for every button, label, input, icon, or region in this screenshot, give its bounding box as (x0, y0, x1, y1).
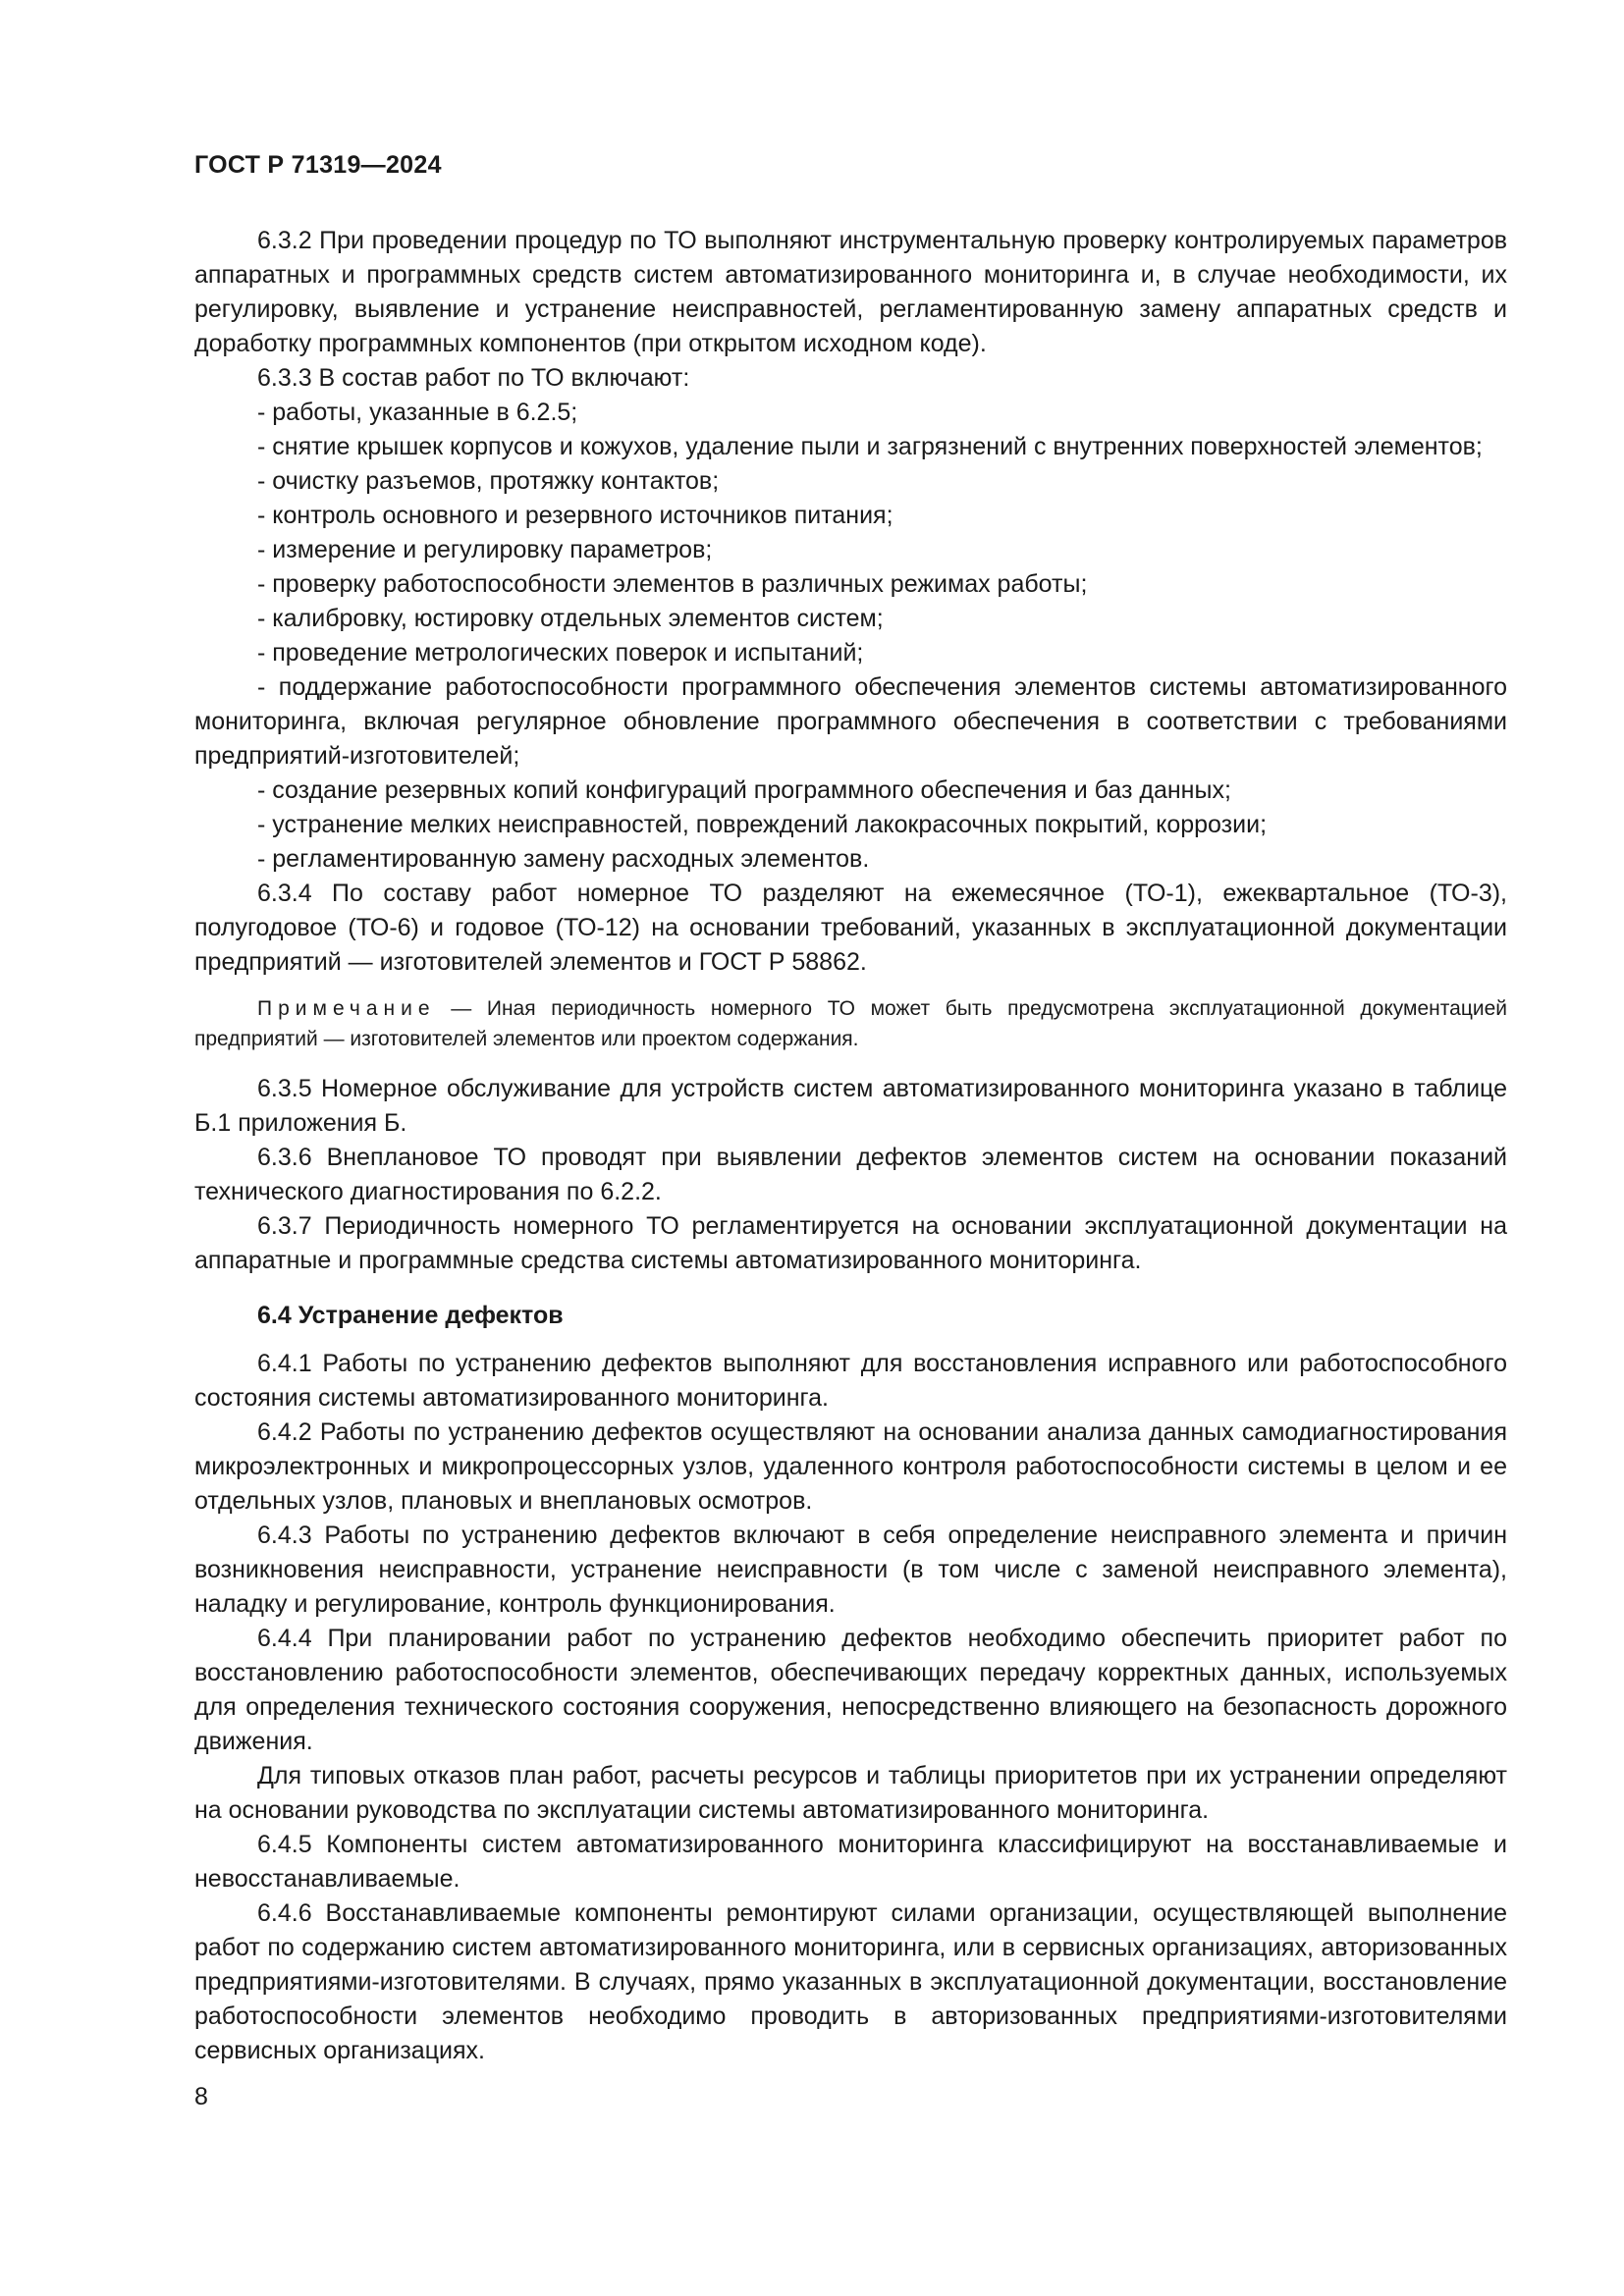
paragraph-6-3-2: 6.3.2 При проведении процедур по ТО выполняют инструментальную проверку контролируемых параметров аппаратных и программных средств систем автоматизированного мониторинга и, в случае необходимости, их регулировку, выявление и устранение неисправностей, регламентированную замену аппаратных средств и доработку программных компонентов (при открытом исходном коде). (194, 227, 1507, 357)
paragraph-6-4-2: 6.4.2 Работы по устранению дефектов осуществляют на основании анализа данных самодиагностирования микроэлектронных и микропроцессорных узлов, удаленного контроля работоспособности системы в целом и ее отдельных узлов, плановых и внеплановых осмотров. (194, 1418, 1507, 1515)
paragraph-6-3-7: 6.3.7 Периодичность номерного ТО регламентируется на основании эксплуатационной документации на аппаратные и программные средства системы автоматизированного мониторинга. (194, 1212, 1507, 1274)
list-item: - регламентированную замену расходных элементов. (257, 845, 870, 873)
paragraph-6-4-1: 6.4.1 Работы по устранению дефектов выполняют для восстановления исправного или работоспособного состояния системы автоматизированного мониторинга. (194, 1350, 1507, 1412)
list-item: - работы, указанные в 6.2.5; (257, 399, 578, 426)
paragraph-6-4-5: 6.4.5 Компоненты систем автоматизированного мониторинга классифицируют на восстанавливаемые и невосстанавливаемые. (194, 1831, 1507, 1893)
list-item: - очистку разъемов, протяжку контактов; (257, 467, 720, 495)
document-body (194, 224, 1507, 2068)
note (194, 993, 1507, 1054)
paragraph-6-4-3: 6.4.3 Работы по устранению дефектов включают в себя определение неисправного элемента и причин возникновения неисправности, устранение неисправности (в том числе с заменой неисправного элемента), наладку и регулирование, контроль функционирования. (194, 1522, 1507, 1618)
page-number: 8 (194, 2083, 208, 2110)
paragraph-6-3-6: 6.3.6 Внеплановое ТО проводят при выявлении дефектов элементов систем на основании показаний технического диагностирования по 6.2.2. (194, 1144, 1507, 1205)
list-item: - контроль основного и резервного источников питания; (257, 502, 893, 529)
paragraph-6-4-4: 6.4.4 При планировании работ по устранению дефектов необходимо обеспечить приоритет работ по восстановлению работоспособности элементов, обеспечивающих передачу корректных данных, используемых для определения технического состояния сооружения, непосредственно влияющего на безопасность дорожного движения. (194, 1625, 1507, 1755)
paragraph-6-4-6: 6.4.6 Восстанавливаемые компоненты ремонтируют силами организации, осуществляющей выполнение работ по содержанию систем автоматизированного мониторинга, или в сервисных организациях, авторизованных предприятиями-изготовителями. В случаях, прямо указанных в эксплуатационной документации, восстановление работоспособности элементов необходимо проводить в авторизованных предприятиями-изготовителями сервисных организациях. (194, 1899, 1507, 2064)
paragraph-6-3-3: 6.3.3 В состав работ по ТО включают: (257, 364, 690, 392)
list-item: - калибровку, юстировку отдельных элементов систем; (257, 605, 884, 632)
list-item: - проверку работоспособности элементов в различных режимах работы; (257, 570, 1088, 598)
list-item: - поддержание работоспособности программного обеспечения элементов системы автоматизированного мониторинга, включая регулярное обновление программного обеспечения в соответствии с требованиями предприятий-изготовителей; (194, 673, 1507, 770)
paragraph-typical-failures: Для типовых отказов план работ, расчеты ресурсов и таблицы приоритетов при их устранении определяют на основании руководства по эксплуатации системы автоматизированного мониторинга. (194, 1762, 1507, 1824)
note-text: — Иная периодичность номерного ТО может быть предусмотрена эксплуатационной документацией предприятий — изготовителей элементов или проектом содержания. (194, 997, 1507, 1050)
list-item: - устранение мелких неисправностей, повреждений лакокрасочных покрытий, коррозии; (257, 811, 1268, 838)
list-item: - создание резервных копий конфигураций программного обеспечения и баз данных; (257, 776, 1231, 804)
paragraph-6-3-4: 6.3.4 По составу работ номерное ТО разделяют на ежемесячное (ТО-1), ежеквартальное (ТО-3), полугодовое (ТО-6) и годовое (ТО-12) на основании требований, указанных в эксплуатационной документации предприятий — изготовителей элементов и ГОСТ Р 58862. (194, 880, 1507, 976)
section-heading: 6.4 Устранение дефектов (257, 1302, 564, 1329)
list-item: - измерение и регулировку параметров; (257, 536, 713, 563)
paragraph-6-3-5: 6.3.5 Номерное обслуживание для устройств систем автоматизированного мониторинга указано в таблице Б.1 приложения Б. (194, 1075, 1507, 1137)
list-item: - проведение метрологических поверок и испытаний; (257, 639, 864, 667)
document-header: ГОСТ Р 71319—2024 (194, 151, 442, 179)
note-label: Примечание (257, 997, 436, 1020)
list-item: - снятие крышек корпусов и кожухов, удаление пыли и загрязнений с внутренних поверхностей элементов; (257, 433, 1483, 460)
